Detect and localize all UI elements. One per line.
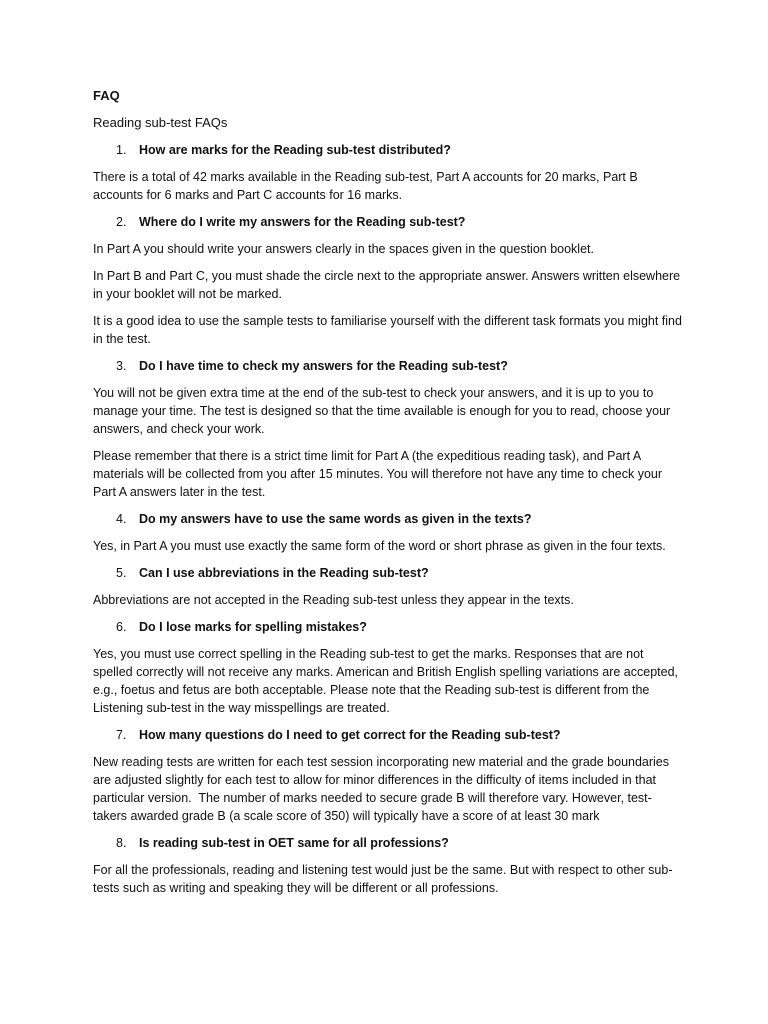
faq-number: 2. bbox=[116, 215, 127, 229]
faq-item bbox=[93, 564, 684, 609]
faq-answer: Yes, in Part A you must use exactly the same form of the word or short phrase as given in the four texts. bbox=[93, 539, 666, 553]
faq-question-text: How many questions do I need to get correct for the Reading sub-test? bbox=[139, 728, 561, 742]
faq-item bbox=[93, 618, 684, 717]
faq-item bbox=[93, 834, 684, 897]
faq-question bbox=[93, 726, 684, 744]
faq-answer: New reading tests are written for each test session incorporating new material and the grade boundaries are adjusted slightly for each test to allow for minor differences in the difficulty of items included in that particular version. The number of marks needed to secure grade B will therefore vary. However, test-takers awarded grade B (a scale score of 350) will typically have a score of at least 30 mark bbox=[93, 755, 673, 823]
faq-question-text: Can I use abbreviations in the Reading sub-test? bbox=[139, 566, 429, 580]
faq-item bbox=[93, 357, 684, 501]
faq-question bbox=[93, 834, 684, 852]
faq-question bbox=[93, 213, 684, 231]
faq-number: 3. bbox=[116, 359, 127, 373]
faq-number: 4. bbox=[116, 512, 127, 526]
faq-question bbox=[93, 141, 684, 159]
faq-answer: In Part A you should write your answers clearly in the spaces given in the question booklet. bbox=[93, 242, 594, 256]
faq-number: 8. bbox=[116, 836, 127, 850]
faq-answer: Yes, you must use correct spelling in the Reading sub-test to get the marks. Responses that are not spelled correctly will not receive any marks. American and British English spelling variations are accepted, e.g., foetus and fetus are both acceptable. Please note that the Reading sub-test is different from the Listening sub-test in the way misspellings are treated. bbox=[93, 647, 682, 715]
faq-question-text: Where do I write my answers for the Reading sub-test? bbox=[139, 215, 466, 229]
faq-number: 6. bbox=[116, 620, 127, 634]
faq-question bbox=[93, 564, 684, 582]
faq-answer: There is a total of 42 marks available in the Reading sub-test, Part A accounts for 20 marks, Part B accounts for 6 marks and Part C accounts for 16 marks. bbox=[93, 170, 642, 202]
faq-item bbox=[93, 726, 684, 825]
faq-answer: For all the professionals, reading and listening test would just be the same. But with respect to other sub-tests such as writing and speaking they will be different or all professions. bbox=[93, 863, 673, 895]
faq-answer: It is a good idea to use the sample tests to familiarise yourself with the different task formats you might find in the test. bbox=[93, 314, 686, 346]
faq-question-text: How are marks for the Reading sub-test distributed? bbox=[139, 143, 451, 157]
faq-answer: You will not be given extra time at the end of the sub-test to check your answers, and it is up to you to manage your time. The test is designed so that the time available is enough for you to read, choose your answers, and check your work. bbox=[93, 386, 674, 436]
faq-answer: Abbreviations are not accepted in the Reading sub-test unless they appear in the texts. bbox=[93, 593, 574, 607]
faq-number: 1. bbox=[116, 143, 127, 157]
faq-question-text: Is reading sub-test in OET same for all professions? bbox=[139, 836, 449, 850]
faq-item bbox=[93, 141, 684, 204]
faq-number: 7. bbox=[116, 728, 127, 742]
faq-question bbox=[93, 618, 684, 636]
faq-question-text: Do my answers have to use the same words as given in the texts? bbox=[139, 512, 532, 526]
document-subtitle: Reading sub-test FAQs bbox=[93, 115, 228, 130]
faq-question-text: Do I have time to check my answers for the Reading sub-test? bbox=[139, 359, 508, 373]
faq-item bbox=[93, 213, 684, 348]
faq-answer: In Part B and Part C, you must shade the circle next to the appropriate answer. Answers written elsewhere in your booklet will not be marked. bbox=[93, 269, 684, 301]
document-title: FAQ bbox=[93, 88, 120, 103]
faq-number: 5. bbox=[116, 566, 127, 580]
faq-question-text: Do I lose marks for spelling mistakes? bbox=[139, 620, 367, 634]
faq-answer: Please remember that there is a strict time limit for Part A (the expeditious reading task), and Part A materials will be collected from you after 15 minutes. You will therefore not have any time to check your Part A answers later in the test. bbox=[93, 449, 666, 499]
faq-question bbox=[93, 357, 684, 375]
faq-question bbox=[93, 510, 684, 528]
faq-item bbox=[93, 510, 684, 555]
